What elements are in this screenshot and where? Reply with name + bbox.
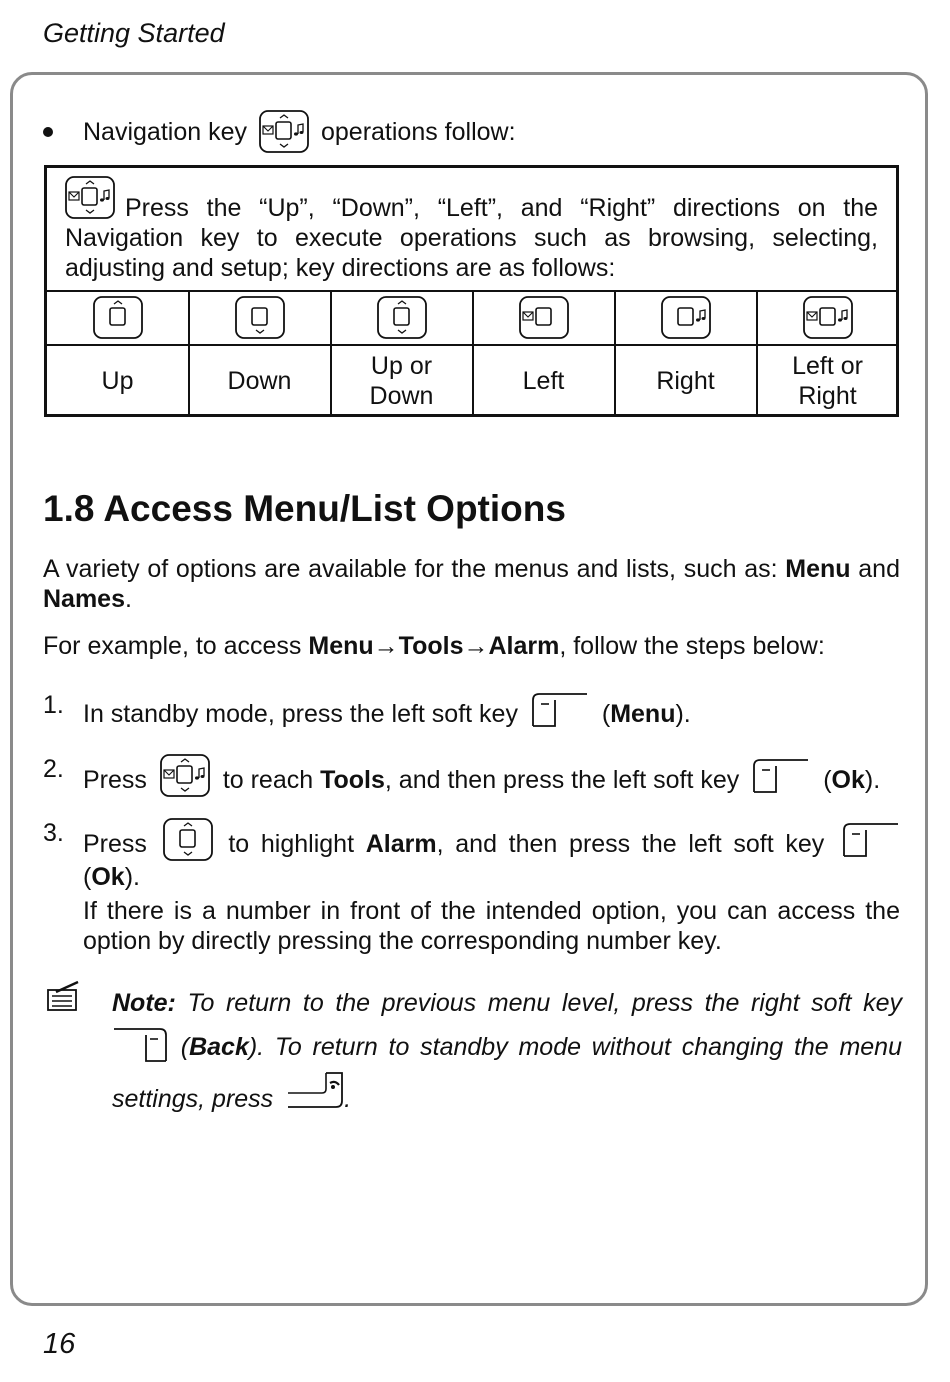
table-icon-cell [331,292,472,344]
end-call-key-icon [286,1069,344,1111]
bullet-text-before: Navigation key [83,118,247,146]
paragraph-example: For example, to access Menu→Tools→Alarm, follow the steps below: [43,632,825,660]
navigation-key-icon [160,754,210,798]
table-icon-cell [757,292,898,344]
section-title: 1.8 Access Menu/List Options [43,488,566,529]
step-3-detail: If there is a number in front of the intended option, you can access the option by directly pressing the corresponding number key. [83,897,900,955]
step-1: 1. In standby mode, press the left soft key (Menu). [43,691,691,728]
table-label-cell: Right [656,367,715,395]
table-label-cell: Up [101,367,134,395]
nav-up-icon [93,296,143,340]
page-number: 16 [43,1328,76,1360]
running-header: Getting Started [43,18,225,48]
left-soft-key-icon [752,756,810,796]
navigation-description: Press the “Up”, “Down”, “Left”, and “Right” directions on the Navigation key to execute operations such as browsing, selecting, adjusting and setup; key directions are as follows: [65,176,878,283]
navigation-key-table [44,165,899,417]
right-soft-key-icon [112,1025,170,1065]
note-icon [46,980,82,1012]
navigation-key-icon [65,176,115,220]
bullet-text-after: operations follow: [320,118,516,146]
nav-up-down-icon [163,818,213,862]
nav-up-down-icon [377,296,427,340]
table-label-cell: Up or Down [369,352,434,410]
bullet-dot [43,127,53,137]
table-icon-cell [615,292,756,344]
left-soft-key-icon [842,820,900,860]
table-label-cell: Left [522,367,565,395]
nav-left-right-icon [803,296,853,340]
table-icon-cell [473,292,614,344]
step-3: 3. Press to highlight Alarm, and then press the left soft key (Ok). [43,818,900,888]
table-icon-cell [47,292,188,344]
table-icon-cell [189,292,330,344]
table-label-cell: Down [227,367,292,395]
nav-down-icon [235,296,285,340]
step-2: 2. Press to reach Tools, and then press the left soft key (Ok). [43,754,900,794]
intro-bullet [43,100,516,164]
left-soft-key-icon [531,690,589,730]
paragraph-options: A variety of options are available for the menus and lists, such as: Menu and Names. [43,555,900,613]
nav-right-icon [661,296,711,340]
note-text: Note: To return to the previous menu level, press the right soft key (Back). To return to standby mode without changing the menu settings, press . [112,989,902,1113]
nav-left-right-up-down-icon [259,110,309,154]
table-label-cell: Left or Right [792,352,863,410]
nav-left-icon [519,296,569,340]
